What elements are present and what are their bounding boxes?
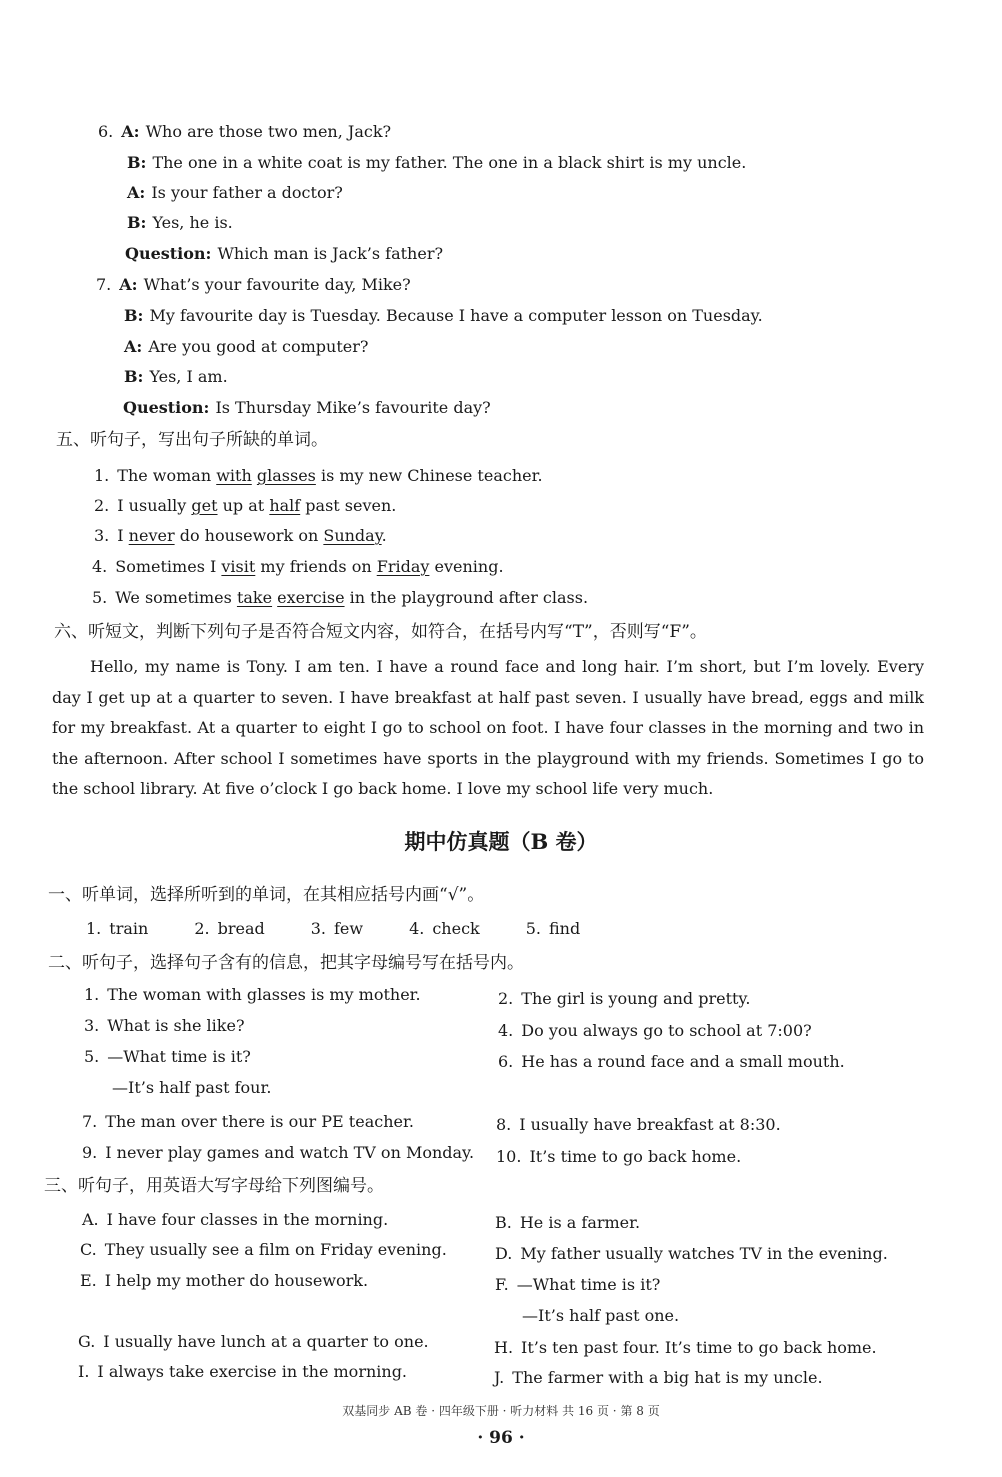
b2-right-item: 8. I usually have breakfast at 8:30. [496, 1115, 781, 1134]
b3-left-item: I. I always take exercise in the morning. [78, 1362, 408, 1381]
answer-word: get [191, 496, 218, 515]
dialogue-6-line-2 [127, 153, 746, 173]
b2-left-item: 7. The man over there is our PE teacher. [82, 1112, 414, 1131]
dialogue-6-line-4 [127, 213, 233, 233]
answer-word: exercise [277, 588, 345, 607]
b3-left-item: A. I have four classes in the morning. [82, 1210, 389, 1229]
b3-right-item: H. It’s ten past four. It’s time to go back home. [494, 1338, 877, 1357]
dialogue-7-question [123, 398, 491, 418]
section-5-item-5: 5. We sometimes take exercise in the playground after class. [92, 588, 589, 607]
dialogue-6-question [125, 244, 443, 264]
answer-word: take [236, 588, 273, 607]
b3-right-item: —It’s half past one. [522, 1306, 680, 1325]
word-item: 1. train [86, 919, 149, 938]
word-item: 3. few [310, 919, 364, 938]
speaker-label: A: [124, 337, 143, 356]
b2-left-item: 3. What is she like? [84, 1016, 245, 1035]
speaker-label: B: [127, 213, 147, 232]
b3-left-item: E. I help my mother do housework. [80, 1271, 369, 1290]
answer-word: half [269, 496, 301, 515]
paper-title: 期中仿真题（B 卷） [404, 829, 598, 854]
b2-left-item: —It’s half past four. [112, 1078, 272, 1097]
question-text: Which man is Jack’s father? [217, 244, 444, 263]
answer-word: visit [221, 557, 256, 576]
b2-right-item: 2. The girl is young and pretty. [498, 989, 751, 1008]
dialogue-text: Are you good at computer? [148, 337, 369, 356]
dialogue-6-line-3 [127, 183, 343, 203]
word-item: 4. check [409, 919, 480, 938]
b-section-1-heading: 一、听单词，选择所听到的单词，在其相应括号内画“√”。 [48, 885, 485, 905]
b3-left-item: G. I usually have lunch at a quarter to one. [78, 1332, 429, 1351]
speaker-label: A: [127, 183, 146, 202]
question-label: Question: [125, 244, 212, 263]
dialogue-text: My favourite day is Tuesday. Because I have a computer lesson on Tuesday. [149, 306, 763, 325]
section-5-item-4: 4. Sometimes I visit my friends on Friday evening. [92, 557, 504, 576]
dialogue-text: Who are those two men, Jack? [145, 122, 392, 141]
section-5-heading: 五、听句子，写出句子所缺的单词。 [56, 430, 328, 450]
dialogue-7-line-3 [124, 337, 368, 357]
b3-right-item: B. He is a farmer. [495, 1213, 641, 1232]
b2-right-item: 6. He has a round face and a small mouth. [498, 1052, 845, 1071]
section-6-heading: 六、听短文，判断下列句子是否符合短文内容，如符合，在括号内写“T”，否则写“F”。 [54, 622, 707, 642]
b3-right-item: F. —What time is it? [495, 1275, 661, 1294]
item-number: 7. [96, 275, 112, 294]
section-6-passage [52, 652, 924, 805]
b2-left-item: 1. The woman with glasses is my mother. [84, 985, 421, 1004]
speaker-label: B: [124, 306, 144, 325]
speaker-label: B: [124, 367, 144, 386]
section-5-item-3: 3. I never do housework on Sunday. [94, 526, 387, 545]
dialogue-7-line-4 [124, 367, 228, 387]
b3-right-item: J. The farmer with a big hat is my uncle. [494, 1368, 823, 1387]
b2-left-item: 9. I never play games and watch TV on Monday. [82, 1143, 475, 1162]
speaker-label: A: [121, 122, 140, 141]
answer-word: Friday [376, 557, 430, 576]
question-label: Question: [123, 398, 210, 417]
b3-right-item: D. My father usually watches TV in the evening. [495, 1244, 888, 1263]
section-5-item-1: 1. The woman with glasses is my new Chinese teacher. [94, 466, 543, 485]
answer-word: with [216, 466, 252, 485]
b2-right-item: 10. It’s time to go back home. [496, 1147, 742, 1166]
dialogue-text: Is your father a doctor? [151, 183, 343, 202]
dialogue-text: Yes, I am. [149, 367, 228, 386]
word-item: 2. bread [194, 919, 265, 938]
word-item: 5. find [525, 919, 581, 938]
dialogue-7-line-1 [96, 275, 411, 295]
b2-left-item: 5. —What time is it? [84, 1047, 251, 1066]
answer-word: glasses [256, 466, 316, 485]
page-footer: 双基同步 AB 卷 · 四年级下册 · 听力材料 共 16 页 · 第 8 页 [342, 1404, 660, 1418]
item-number: 6. [98, 122, 114, 141]
answer-word: never [128, 526, 175, 545]
b-section-1-words [86, 919, 626, 939]
passage-text: Hello, my name is Tony. I am ten. I have a round face and long hair. I’m short, but I’m lovely. Every day I get up at a quarter to seven. I have breakfast at half past seven. I usually have bread, eggs and milk for my breakfast. At a quarter to eight I go to school on foot. I have four classes in the morning and two in the afternoon. After school I sometimes have sports in the playground with my friends. Sometimes I go to the school library. At five o’clock I go back home. I love my school life very much. [52, 657, 924, 798]
section-5-item-2: 2. I usually get up at half past seven. [94, 496, 397, 515]
dialogue-text: The one in a white coat is my father. The one in a black shirt is my uncle. [152, 153, 747, 172]
page-number: · 96 · [477, 1428, 525, 1448]
dialogue-7-line-2 [124, 306, 763, 326]
b-section-2-heading: 二、听句子，选择句子含有的信息，把其字母编号写在括号内。 [48, 953, 524, 973]
dialogue-6-line-1 [98, 122, 391, 142]
dialogue-text: Yes, he is. [152, 213, 233, 232]
question-text: Is Thursday Mike’s favourite day? [215, 398, 491, 417]
answer-word: Sunday [323, 526, 382, 545]
b-section-3-heading: 三、听句子，用英语大写字母给下列图编号。 [44, 1176, 384, 1196]
speaker-label: A: [119, 275, 138, 294]
speaker-label: B: [127, 153, 147, 172]
b2-right-item: 4. Do you always go to school at 7:00? [498, 1021, 812, 1040]
b3-left-item: C. They usually see a film on Friday evening. [80, 1240, 447, 1259]
dialogue-text: What’s your favourite day, Mike? [143, 275, 411, 294]
